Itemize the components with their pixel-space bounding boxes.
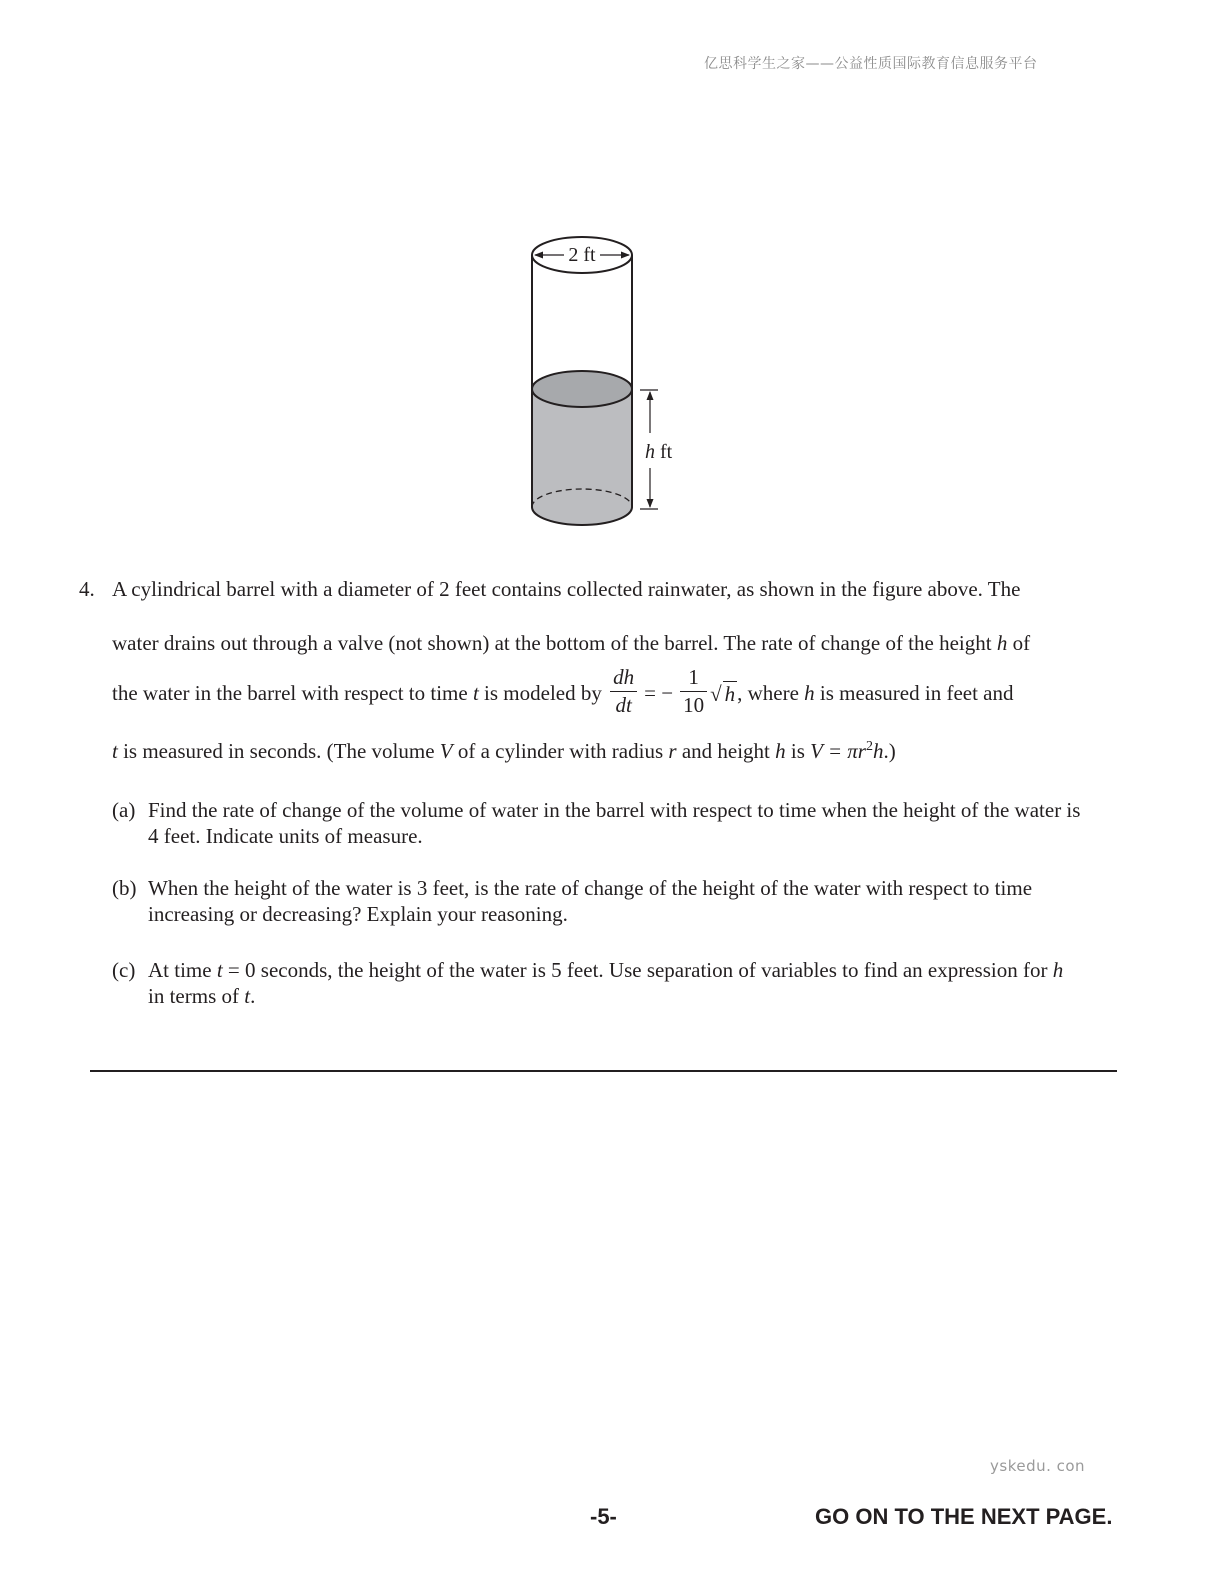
part-b-text: When the height of the water is 3 feet, is the rate of change of the height of the water with respect to time increasing or decreasing? Explain your reasoning. — [148, 876, 1033, 926]
diameter-arrowhead-right — [621, 252, 630, 259]
sqrt-symbol: √ — [710, 681, 722, 706]
coef-numerator: 1 — [680, 666, 707, 692]
q3-text-f: is measured in feet and — [814, 681, 1014, 706]
q4-text-b: is measured in seconds. (The volume — [117, 739, 440, 763]
part-c-label: (c) — [112, 958, 136, 982]
part-a-text: Find the rate of change of the volume of water in the barrel with respect to time when the height of the water is 4 feet. Indicate units of measure. — [148, 798, 1081, 848]
part-c-text-2: = 0 seconds, the height of the water is 5 feet. Use separation of variables to find an expression for — [222, 958, 1053, 982]
q3-var-t: t — [472, 681, 479, 706]
part-c-text-1: At time — [148, 958, 217, 982]
question-number: 4. — [79, 577, 95, 601]
part-b — [112, 875, 1082, 927]
q2-text-a: water drains out through a valve (not shown) at the bottom of the barrel. The rate of change of the height — [112, 631, 997, 655]
derivative-fraction — [610, 666, 637, 717]
water-fill — [532, 389, 632, 525]
barrel-figure — [520, 228, 690, 528]
part-a — [112, 797, 1082, 849]
equals-minus: = − — [644, 681, 674, 706]
q4-var-r: r — [668, 739, 677, 763]
height-unit: ft — [660, 441, 673, 463]
q2-var-h: h — [996, 631, 1008, 655]
q4-text-l: .) — [883, 739, 896, 763]
volume-exponent: 2 — [865, 739, 873, 754]
part-c — [112, 957, 1082, 1009]
frac-numerator: dh — [610, 666, 637, 692]
header-site-text: 亿思科学生之家——公益性质国际教育信息服务平台 — [704, 56, 1038, 72]
part-c-text-3: in terms of — [148, 984, 245, 1008]
coefficient-fraction — [680, 666, 707, 717]
q4-var-h: h — [775, 739, 786, 763]
part-c-text — [148, 957, 1082, 1009]
q3-text-d: , where — [737, 681, 805, 706]
part-c-var-t2: t — [244, 984, 251, 1008]
next-page-notice: GO ON TO THE NEXT PAGE. — [815, 1504, 1113, 1529]
height-var: h — [645, 441, 655, 463]
diameter-label: 2 ft — [568, 244, 596, 266]
part-a-label: (a) — [112, 798, 136, 822]
q4-text-d: of a cylinder with radius — [452, 739, 669, 763]
q4-var-t: t — [112, 739, 118, 763]
water-surface — [532, 371, 632, 407]
q3-text-a: the water in the barrel with respect to time — [112, 681, 473, 706]
part-b-label: (b) — [112, 876, 137, 900]
coef-denominator: 10 — [683, 693, 705, 718]
section-divider — [90, 1070, 1117, 1072]
q3-var-h: h — [804, 681, 815, 706]
q4-text-f: and height — [676, 739, 776, 763]
q3-text-c: is modeled by — [478, 681, 608, 706]
q4-var-v: V — [439, 739, 453, 763]
part-c-var-t: t — [216, 958, 223, 982]
question-line-4 — [112, 739, 896, 764]
diameter-arrowhead-left — [534, 252, 543, 259]
volume-var-h: h — [872, 739, 884, 763]
q2-text-c: of — [1007, 631, 1031, 655]
question-line-2 — [112, 631, 1030, 656]
watermark: yskedu. con — [990, 1457, 1086, 1475]
height-arrowhead-top — [647, 391, 654, 400]
sqrt-var-h: h — [724, 681, 736, 706]
volume-formula: V = πr — [810, 739, 866, 763]
sqrt-expression — [710, 682, 737, 706]
part-c-var-h: h — [1052, 958, 1064, 982]
height-label — [645, 441, 673, 463]
q4-text-h: is — [785, 739, 811, 763]
question-line-3 — [112, 665, 1014, 719]
page-number: -5- — [590, 1504, 617, 1529]
height-arrowhead-bottom — [647, 499, 654, 508]
question-line-1: A cylindrical barrel with a diameter of 2 feet contains collected rainwater, as shown in the figure above. The — [112, 577, 1021, 601]
frac-denominator: dt — [615, 693, 632, 718]
barrel-diagram — [520, 228, 690, 528]
part-c-text-4: . — [250, 984, 256, 1008]
